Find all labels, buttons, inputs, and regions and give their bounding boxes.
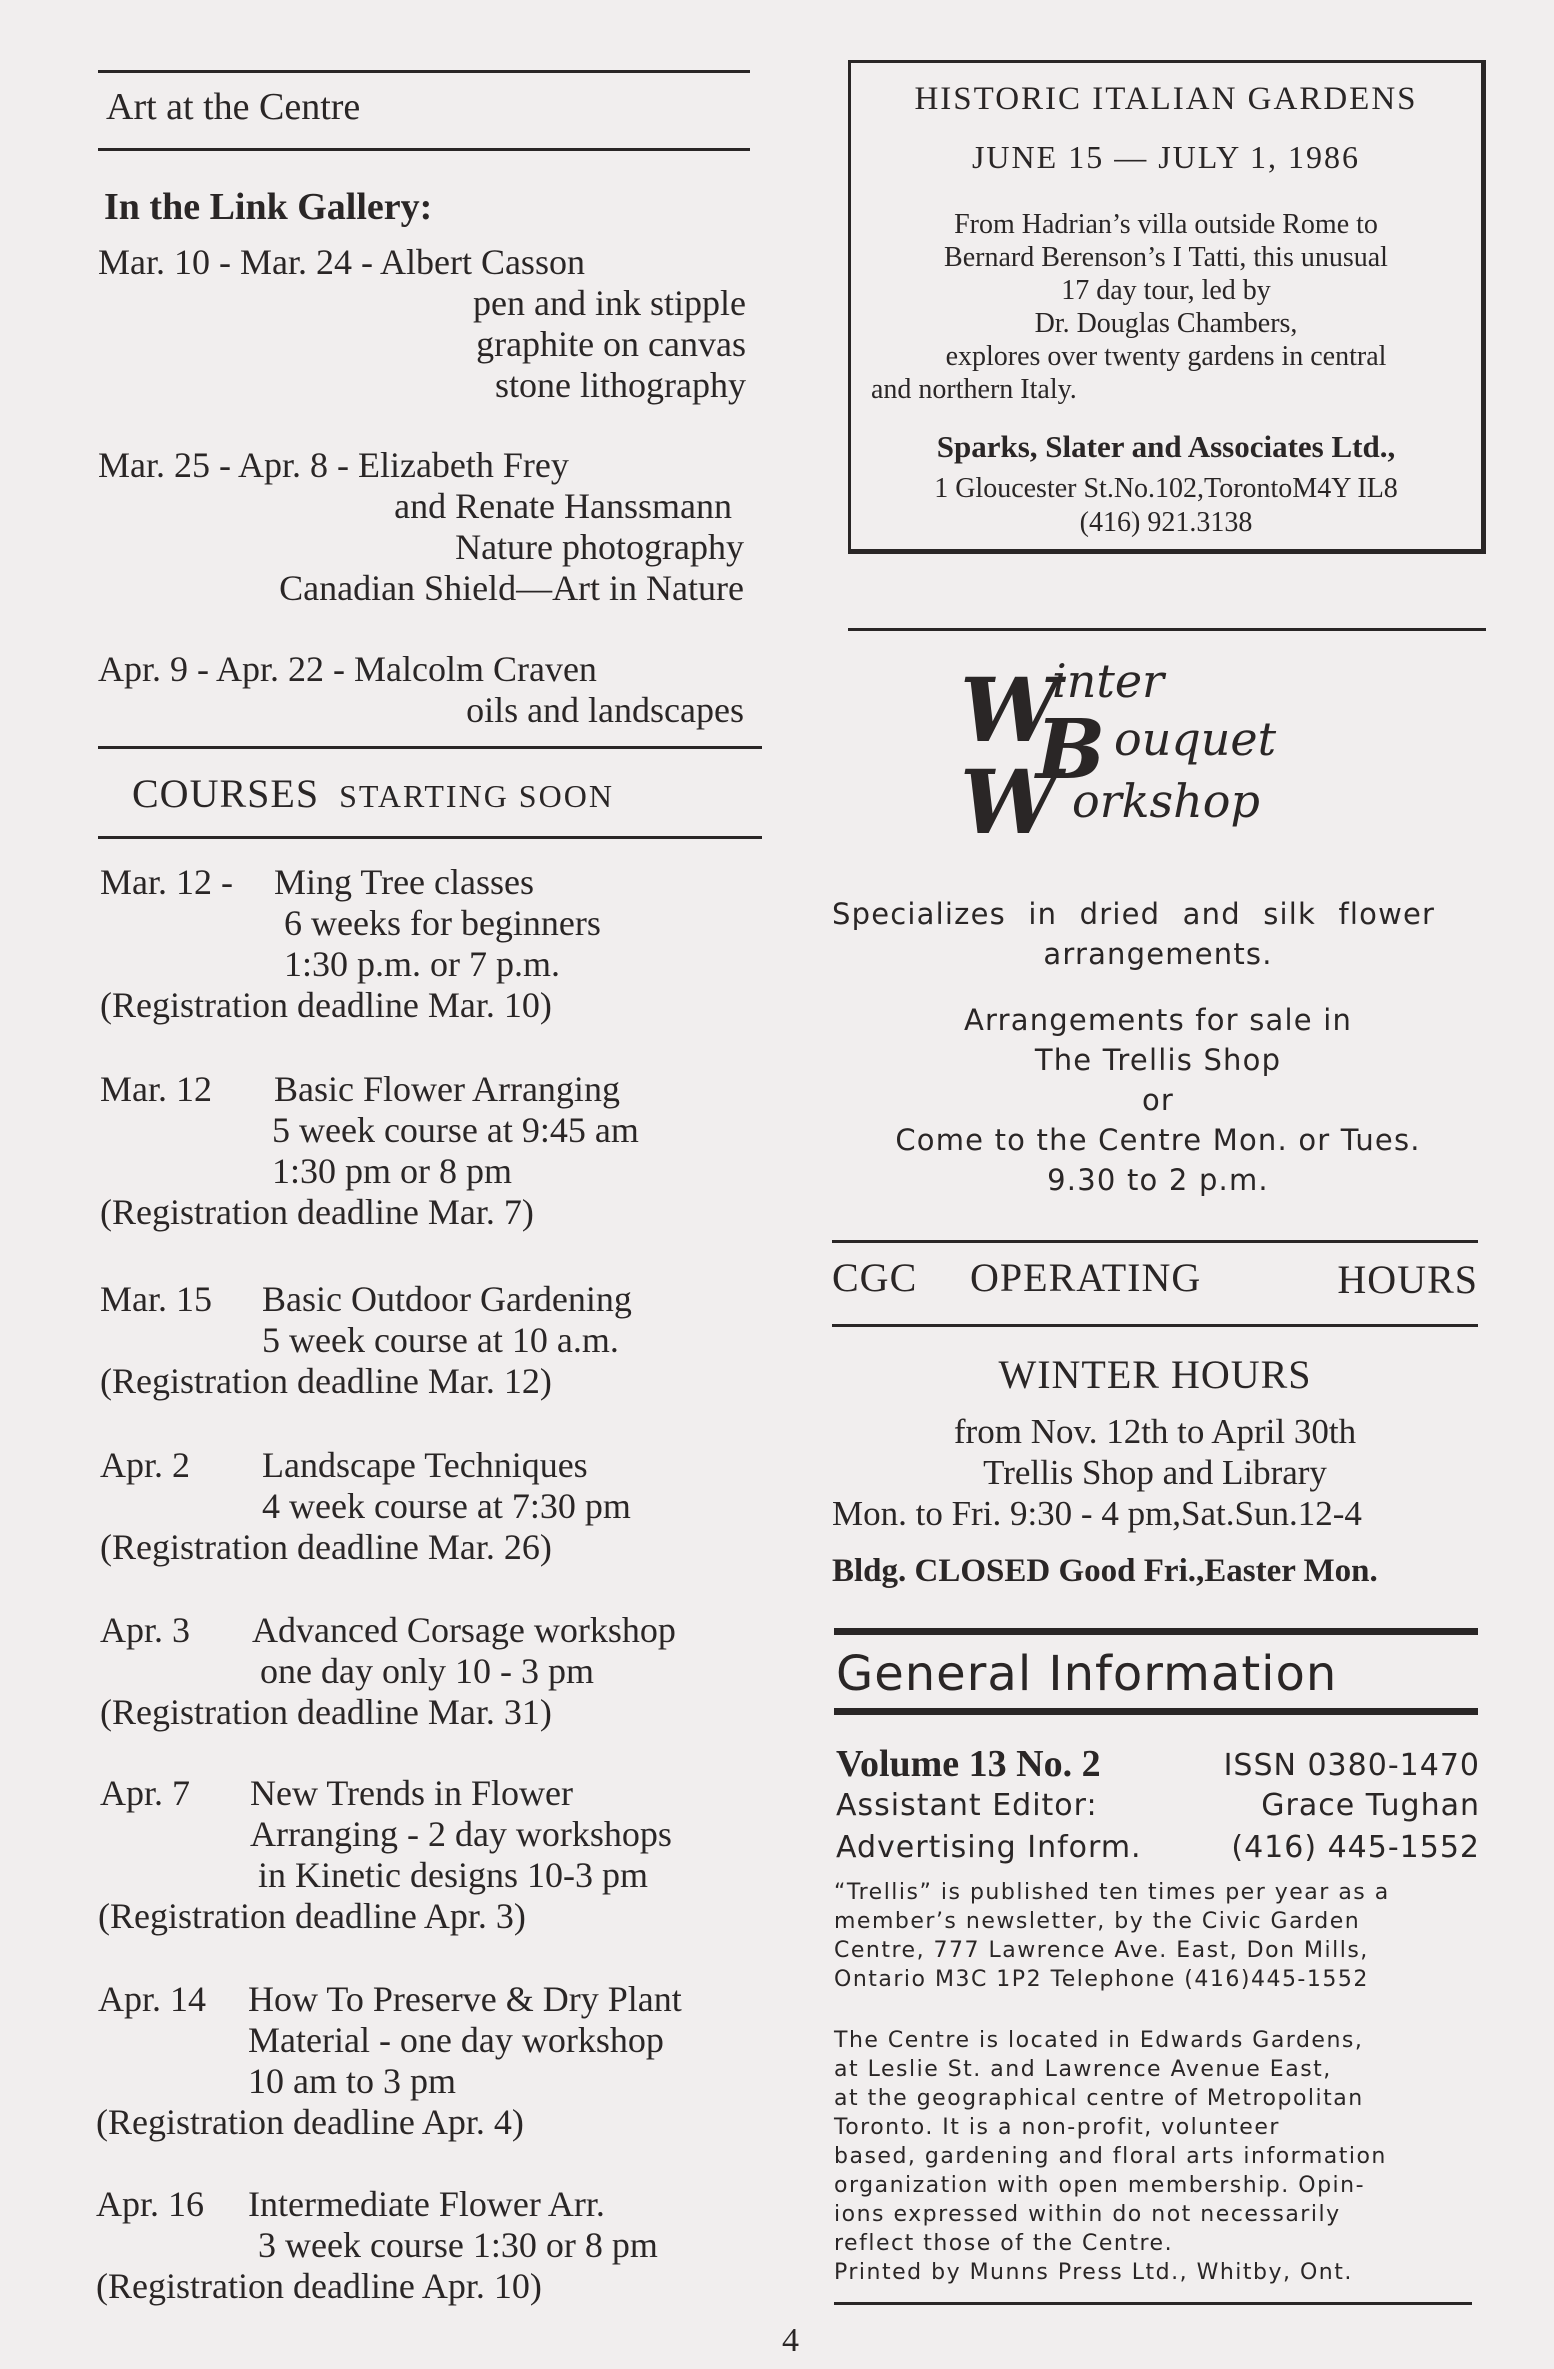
course-date: Apr. 7	[100, 1773, 190, 1813]
ad-dates: JUNE 15 — JULY 1, 1986	[971, 139, 1361, 175]
hours-heading-word: HOURS	[1337, 1257, 1478, 1302]
course-detail: Material - one day workshop	[248, 2020, 664, 2060]
centre-line: based, gardening and floral arts information	[834, 2144, 1387, 2169]
logo-letter-w: W	[960, 658, 1059, 762]
general-top-rule	[834, 1628, 1478, 1635]
hours-line: Mon. to Fri. 9:30 - 4 pm,Sat.Sun.12-4	[832, 1494, 1362, 1533]
closed-notice: Bldg. CLOSED Good Fri.,Easter Mon.	[832, 1553, 1378, 1589]
exhibit-detail: pen and ink stipple	[473, 283, 746, 323]
hours-top-rule	[832, 1240, 1478, 1243]
course-title: New Trends in Flower	[250, 1773, 574, 1813]
exhibit-detail: Canadian Shield—Art in Nature	[279, 568, 744, 608]
publication-line: “Trellis” is published ten times per year as a	[834, 1880, 1390, 1905]
course-deadline: (Registration deadline Apr. 10)	[96, 2266, 542, 2306]
course-detail: 1:30 p.m. or 7 p.m.	[284, 944, 560, 984]
art-bottom-rule	[98, 148, 750, 151]
hours-heading	[832, 1254, 1478, 1304]
advertising-row	[836, 1830, 1480, 1870]
hours-line: from Nov. 12th to April 30th	[953, 1412, 1357, 1451]
ad-body-line: From Hadrian’s villa outside Rome to	[954, 209, 1378, 240]
exhibit-detail: graphite on canvas	[476, 324, 746, 364]
exhibit-lead: Mar. 10 - Mar. 24 - Albert Casson	[98, 242, 585, 282]
course-detail: 10 am to 3 pm	[248, 2061, 456, 2101]
workshop-line: Specializes in dried and silk flower	[832, 897, 1436, 931]
course-detail: one day only 10 - 3 pm	[260, 1651, 594, 1691]
logo-letter-b: B	[1036, 702, 1106, 798]
course-date: Apr. 3	[100, 1610, 190, 1650]
art-top-rule	[98, 70, 750, 73]
general-bottom-rule	[834, 1708, 1478, 1715]
volume-row	[836, 1742, 1480, 1786]
exhibit-lead: Mar. 25 - Apr. 8 - Elizabeth Frey	[98, 445, 569, 485]
hours-heading-word: OPERATING	[970, 1255, 1202, 1300]
ad-body-line: and northern Italy.	[871, 374, 1077, 405]
workshop-line: Come to the Centre Mon. or Tues.	[895, 1123, 1421, 1157]
workshop-line: The Trellis Shop	[1034, 1043, 1282, 1077]
art-heading: Art at the Centre	[106, 86, 361, 128]
exhibit-detail: and Renate Hanssmann	[394, 486, 732, 526]
winter-hours-heading: WINTER HOURS	[998, 1352, 1312, 1397]
workshop-line: arrangements.	[1043, 937, 1273, 971]
issn: ISSN 0380-1470	[1223, 1748, 1480, 1783]
workshop-line: Arrangements for sale in	[963, 1003, 1353, 1037]
course-title: Ming Tree classes	[274, 862, 534, 902]
centre-line: reflect those of the Centre.	[834, 2231, 1174, 2256]
course-deadline: (Registration deadline Mar. 31)	[100, 1692, 552, 1732]
courses-title: COURSES	[132, 771, 320, 816]
course-title: Landscape Techniques	[262, 1445, 588, 1485]
editor-name: Grace Tughan	[1261, 1788, 1480, 1823]
course-date: Apr. 16	[96, 2184, 204, 2224]
centre-line: at the geographical centre of Metropolitan	[834, 2086, 1364, 2111]
course-date: Mar. 12 -	[100, 862, 233, 902]
course-deadline: (Registration deadline Mar. 7)	[100, 1192, 534, 1232]
course-detail: Arranging - 2 day workshops	[250, 1814, 672, 1854]
course-deadline: (Registration deadline Apr. 4)	[96, 2102, 524, 2142]
ad-body-line: Bernard Berenson’s I Tatti, this unusual	[944, 242, 1388, 273]
course-date: Apr. 14	[98, 1979, 206, 2019]
general-heading: General Information	[836, 1646, 1338, 1702]
italian-gardens-ad	[848, 60, 1486, 554]
logo-word-orkshop: orkshop	[1072, 774, 1260, 828]
logo-letter-w: W	[960, 750, 1059, 854]
exhibit-detail: Nature photography	[455, 527, 744, 567]
ad-phone: (416) 921.3138	[1079, 507, 1253, 538]
hours-line: Trellis Shop and Library	[983, 1453, 1327, 1492]
centre-line: ions expressed within do not necessarily	[834, 2202, 1341, 2227]
hours-heading-word: CGC	[832, 1255, 918, 1300]
workshop-line: or	[1141, 1083, 1175, 1117]
course-title: Basic Flower Arranging	[274, 1069, 620, 1109]
workshop-line: 9.30 to 2 p.m.	[1047, 1163, 1269, 1197]
course-deadline: (Registration deadline Apr. 3)	[98, 1896, 526, 1936]
winter-bouquet-workshop-logo	[960, 650, 1360, 854]
ad-body-line: Dr. Douglas Chambers,	[1034, 308, 1298, 339]
centre-line: at Leslie St. and Lawrence Avenue East,	[834, 2057, 1332, 2082]
ad-company: Sparks, Slater and Associates Ltd.,	[936, 429, 1396, 464]
course-title: Advanced Corsage workshop	[252, 1610, 676, 1650]
course-title: How To Preserve & Dry Plant	[248, 1979, 682, 2019]
courses-bottom-rule	[98, 836, 762, 839]
course-detail: 6 weeks for beginners	[284, 903, 601, 943]
general-end-rule	[834, 2302, 1472, 2305]
gallery-heading: In the Link Gallery:	[104, 186, 433, 228]
exhibit-lead: Apr. 9 - Apr. 22 - Malcolm Craven	[98, 649, 597, 689]
course-date: Mar. 12	[100, 1069, 212, 1109]
editor-row	[836, 1788, 1480, 1828]
course-title: Basic Outdoor Gardening	[262, 1279, 632, 1319]
editor-label: Assistant Editor:	[836, 1788, 1098, 1823]
course-detail: 5 week course at 9:45 am	[272, 1110, 639, 1150]
course-detail: in Kinetic designs 10-3 pm	[258, 1855, 648, 1895]
course-deadline: (Registration deadline Mar. 10)	[100, 985, 552, 1025]
course-date: Mar. 15	[100, 1279, 212, 1319]
ad-body-line: 17 day tour, led by	[1061, 275, 1271, 306]
logo-word-ouquet: ouquet	[1114, 712, 1277, 766]
workshop-top-rule	[848, 628, 1486, 631]
ad-body-line: explores over twenty gardens in central	[945, 341, 1387, 372]
advertising-phone: (416) 445-1552	[1231, 1830, 1480, 1865]
courses-subtitle: STARTING SOON	[339, 778, 614, 814]
course-detail: 5 week course at 10 a.m.	[262, 1320, 619, 1360]
courses-top-rule	[98, 746, 762, 749]
centre-line: Printed by Munns Press Ltd., Whitby, Ont.	[834, 2260, 1353, 2285]
advertising-label: Advertising Inform.	[836, 1830, 1142, 1865]
courses-heading	[132, 770, 614, 817]
course-title: Intermediate Flower Arr.	[248, 2184, 605, 2224]
ad-address: 1 Gloucester St.No.102,TorontoM4Y IL8	[934, 473, 1398, 504]
centre-line: The Centre is located in Edwards Gardens,	[834, 2028, 1364, 2053]
exhibit-detail: stone lithography	[495, 365, 746, 405]
page-number: 4	[782, 2322, 799, 2359]
course-detail: 4 week course at 7:30 pm	[262, 1486, 631, 1526]
logo-word-inter: inter	[1052, 654, 1165, 708]
centre-line: organization with open membership. Opin-	[834, 2173, 1366, 2198]
course-detail: 3 week course 1:30 or 8 pm	[258, 2225, 658, 2265]
centre-line: Toronto. It is a non-profit, volunteer	[834, 2115, 1280, 2140]
publication-line: member’s newsletter, by the Civic Garden	[834, 1909, 1361, 1934]
course-deadline: (Registration deadline Mar. 12)	[100, 1361, 552, 1401]
course-deadline: (Registration deadline Mar. 26)	[100, 1527, 552, 1567]
volume-number: Volume 13 No. 2	[836, 1743, 1101, 1785]
exhibit-detail: oils and landscapes	[466, 690, 744, 730]
hours-bottom-rule	[832, 1324, 1478, 1327]
course-detail: 1:30 pm or 8 pm	[272, 1151, 512, 1191]
ad-title: HISTORIC ITALIAN GARDENS	[914, 81, 1418, 117]
course-date: Apr. 2	[100, 1445, 190, 1485]
publication-line: Ontario M3C 1P2 Telephone (416)445-1552	[834, 1967, 1369, 1992]
publication-line: Centre, 777 Lawrence Ave. East, Don Mills,	[834, 1938, 1369, 1963]
